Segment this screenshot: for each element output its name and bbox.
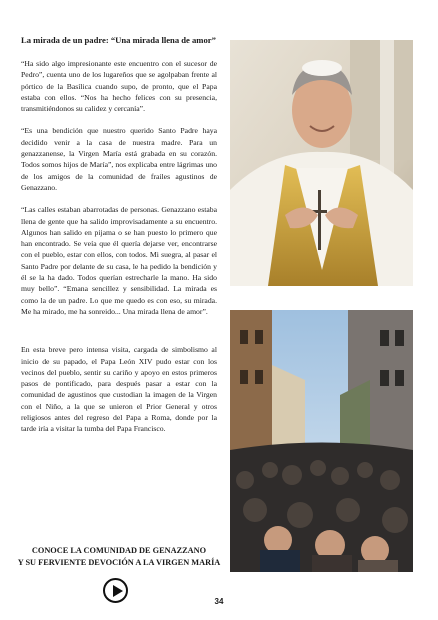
article-paragraph-3: “Las calles estaban abarrotadas de personas. Genazzano estaba llena de gente que ha salido improvisadamente a su encuentro. Algunos han salido en pijama o se han puesto lo primero que han encontrado. Se veía que él quería dejarse ver, encontrarse con el pueblo, estar con ellos, con todos. Mi suegra, al pasar el Santo Padre por delante de su casa, le ha pedido la bendición y él se la ha dado. Todos querían estrecharle la mano. Ha sido muy bello”. “Emana sencillez y sensibilidad. La mirada es como la de un padre. Lo que me quedo es con eso, su mirada. Me ha mirado, me ha sonreido... Una mirada llena de amor”.: [21, 205, 217, 316]
cta-line-2: Y SU FERVIENTE DEVOCIÓN A LA VIRGEN MARÍA: [17, 558, 221, 567]
play-circle-icon[interactable]: [103, 578, 128, 603]
cta-line-1: CONOCE LA COMUNIDAD DE GENAZZANO: [31, 546, 207, 555]
article-heading: La mirada de un padre: “Una mirada llena de amor”: [21, 35, 216, 45]
article-paragraph-2: “Es una bendición que nuestro querido Santo Padre haya decidido venir a la casa de nuestra madre. Para un genazzanense, la Virgen María está grabada en su corazón. Todos somos hijos de María”, nos explicaba entre lágrimas uno de los amigos de la comunidad de frailes agustinos de Genazzano.: [21, 126, 217, 192]
article-column: [21, 34, 217, 446]
page-number: 34: [214, 597, 224, 606]
video-call-to-action[interactable]: [14, 545, 224, 569]
crowd-street-photo: [230, 310, 413, 572]
article-paragraph-1: “Ha sido algo impresionante este encuentro con el sucesor de Pedro”, cuenta uno de los lugareños que se agolpaban frente al pórtico de la Basílica cuando supo, de pronto, que el Papa estaba con ellos. “Nos ha hecho felices con su presencia, transmitiéndonos su calidez y cercanía”.: [21, 59, 217, 114]
article-paragraph-4: En esta breve pero intensa visita, cargada de simbolismo al inicio de su papado, el Papa León XIV pudo estar con los vecinos del pueblo, sentir su cariño y apoyo en estos primeros pasos de pontificado, para después pasar a estar con la comunidad de agustinos que custodian la imagen de la Virgen con el Niño, a la que se unieron el Prior General y otros religiosos antes del regreso del Papa a Roma, donde por la tarde iría a visitar la tumba del Papa Francisco.: [21, 345, 217, 434]
pope-portrait-photo: [230, 40, 413, 286]
